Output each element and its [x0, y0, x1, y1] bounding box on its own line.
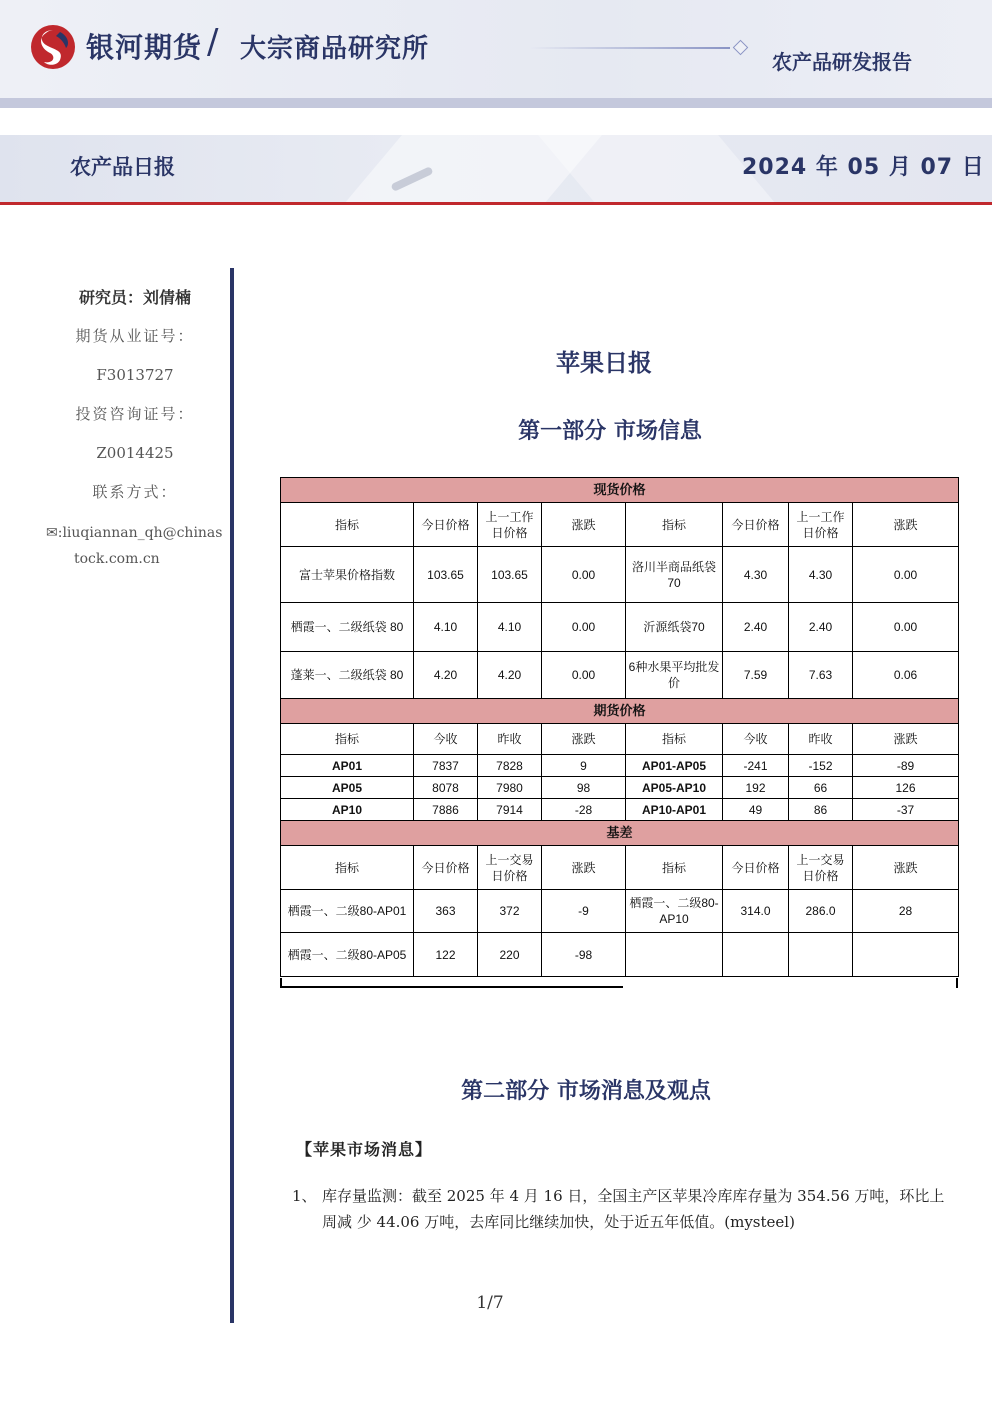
- column-header: 今收: [723, 724, 789, 755]
- table-cell: 7980: [478, 777, 542, 799]
- column-header: 今日价格: [723, 846, 789, 890]
- table-cell: 286.0: [789, 890, 853, 933]
- column-header: 涨跌: [853, 503, 959, 547]
- table-cell: 4.10: [414, 603, 478, 652]
- column-header: 上一交易日价格: [478, 846, 542, 890]
- section-2-title: 第二部分 市场消息及观点: [461, 1079, 711, 1104]
- table-cell: AP01-AP05: [626, 755, 723, 777]
- column-header: 昨收: [478, 724, 542, 755]
- email-line-2: tock.com.cn: [74, 551, 160, 567]
- brand-separator: /: [207, 22, 219, 62]
- table-cell: -98: [542, 933, 626, 977]
- table-cell: 0.00: [853, 603, 959, 652]
- title-divider: [0, 202, 992, 205]
- researcher-name: 研究员：刘倩楠: [78, 288, 191, 307]
- table-cell: 栖霞一、二级80-AP01: [281, 890, 414, 933]
- header-stripe: [0, 98, 992, 108]
- table-bottom-border: [280, 978, 623, 988]
- table-cell: 220: [478, 933, 542, 977]
- table-cell: 7837: [414, 755, 478, 777]
- table-cell: [853, 933, 959, 977]
- table-cell: 富士苹果价格指数: [281, 547, 414, 603]
- table-row: [281, 933, 959, 977]
- contact-label: 联系方式：: [92, 483, 178, 501]
- table-cell: 7828: [478, 755, 542, 777]
- basis-section-header: 基差: [281, 821, 959, 846]
- table-row: [281, 890, 959, 933]
- table-cell: 沂源纸袋70: [626, 603, 723, 652]
- column-header: 涨跌: [853, 724, 959, 755]
- table-cell: 2.40: [789, 603, 853, 652]
- galaxy-logo-icon: [30, 24, 76, 70]
- sidebar-divider: [230, 268, 234, 1323]
- table-header-row: [281, 503, 959, 547]
- column-header: 今日价格: [414, 846, 478, 890]
- news-item-text: 库存量监测：截至 2025 年 4 月 16 日，全国主产区苹果冷库库存量为 354.56 万吨，环比上周减 少 44.06 万吨，去库同比继续加快，处于近五年低值。(mysteel): [322, 1187, 945, 1231]
- futures-section-header: 期货价格: [281, 699, 959, 724]
- table-header-row: [281, 724, 959, 755]
- column-header: 昨收: [789, 724, 853, 755]
- column-header: 今收: [414, 724, 478, 755]
- table-cell: 9: [542, 755, 626, 777]
- table-cell: -241: [723, 755, 789, 777]
- report-type: 农产品研发报告: [772, 50, 912, 74]
- table-cell: AP10: [281, 799, 414, 821]
- table-row: [281, 603, 959, 652]
- table-cell: 98: [542, 777, 626, 799]
- table-cell: 栖霞一、二级纸袋 80: [281, 603, 414, 652]
- table-cell: 0.00: [542, 547, 626, 603]
- page-number: 1/7: [476, 1293, 504, 1313]
- table-cell: 7886: [414, 799, 478, 821]
- table-cell: 8078: [414, 777, 478, 799]
- table-cell: 86: [789, 799, 853, 821]
- market-info-table: [280, 477, 959, 977]
- table-cell: 4.30: [723, 547, 789, 603]
- table-cell: 4.20: [478, 652, 542, 699]
- news-item: [292, 1183, 952, 1235]
- table-cell: 126: [853, 777, 959, 799]
- table-cell: [723, 933, 789, 977]
- table-cell: 49: [723, 799, 789, 821]
- table-cell: 洛川半商品纸袋70: [626, 547, 723, 603]
- email-line-1: :liuqiannan_qh@chinas: [57, 525, 223, 541]
- section-1-title: 第一部分 市场信息: [518, 419, 702, 444]
- column-header: 上一交易日价格: [789, 846, 853, 890]
- table-cell: 7914: [478, 799, 542, 821]
- table-cell: -89: [853, 755, 959, 777]
- column-header: 今日价格: [723, 503, 789, 547]
- table-cell: AP01: [281, 755, 414, 777]
- news-item-number: 1、: [292, 1187, 317, 1205]
- table-bottom-border: [956, 978, 958, 988]
- table-header-row: [281, 846, 959, 890]
- column-header: 指标: [281, 724, 414, 755]
- table-cell: AP05-AP10: [626, 777, 723, 799]
- table-cell: 314.0: [723, 890, 789, 933]
- table-cell: 28: [853, 890, 959, 933]
- table-cell: 4.10: [478, 603, 542, 652]
- column-header: 今日价格: [414, 503, 478, 547]
- column-header: 指标: [281, 503, 414, 547]
- table-cell: 0.06: [853, 652, 959, 699]
- table-cell: 4.30: [789, 547, 853, 603]
- news-heading: 【苹果市场消息】: [296, 1140, 433, 1159]
- daily-report-title: 农产品日报: [70, 155, 175, 179]
- table-cell: 192: [723, 777, 789, 799]
- table-cell: -28: [542, 799, 626, 821]
- spot-section-header: 现货价格: [281, 478, 959, 503]
- table-cell: 7.59: [723, 652, 789, 699]
- table-cell: 372: [478, 890, 542, 933]
- table-cell: 蓬莱一、二级纸袋 80: [281, 652, 414, 699]
- column-header: 涨跌: [853, 846, 959, 890]
- mail-icon: ✉: [46, 525, 58, 541]
- table-cell: 122: [414, 933, 478, 977]
- email-contact[interactable]: [40, 520, 230, 572]
- column-header: 涨跌: [542, 503, 626, 547]
- column-header: 涨跌: [542, 724, 626, 755]
- license-number: F3013727: [96, 366, 174, 384]
- consult-number: Z0014425: [96, 444, 174, 462]
- report-date: 2024 年 05 月 07 日: [742, 155, 985, 180]
- table-cell: 栖霞一、二级80-AP05: [281, 933, 414, 977]
- document-title: 苹果日报: [556, 349, 652, 377]
- table-row: [281, 755, 959, 777]
- table-cell: 0.00: [542, 603, 626, 652]
- table-row: [281, 777, 959, 799]
- table-cell: AP10-AP01: [626, 799, 723, 821]
- table-cell: 66: [789, 777, 853, 799]
- brand-name: 银河期货: [86, 31, 203, 64]
- table-row: [281, 799, 959, 821]
- table-row: [281, 547, 959, 603]
- column-header: 上一工作日价格: [789, 503, 853, 547]
- table-cell: 103.65: [478, 547, 542, 603]
- table-cell: 103.65: [414, 547, 478, 603]
- table-cell: 4.20: [414, 652, 478, 699]
- license-label: 期货从业证号：: [75, 327, 195, 345]
- table-cell: -37: [853, 799, 959, 821]
- column-header: 指标: [281, 846, 414, 890]
- table-cell: 0.00: [542, 652, 626, 699]
- table-cell: 363: [414, 890, 478, 933]
- consult-label: 投资咨询证号：: [75, 405, 195, 423]
- table-cell: 6种水果平均批发价: [626, 652, 723, 699]
- table-cell: [789, 933, 853, 977]
- table-cell: -152: [789, 755, 853, 777]
- table-row: [281, 652, 959, 699]
- table-cell: 7.63: [789, 652, 853, 699]
- column-header: 涨跌: [542, 846, 626, 890]
- column-header: 指标: [626, 724, 723, 755]
- table-cell: [626, 933, 723, 977]
- table-cell: 2.40: [723, 603, 789, 652]
- column-header: 指标: [626, 503, 723, 547]
- table-cell: 栖霞一、二级80-AP10: [626, 890, 723, 933]
- table-cell: 0.00: [853, 547, 959, 603]
- author-sidebar: [40, 285, 230, 572]
- header-line: [530, 47, 730, 49]
- table-cell: AP05: [281, 777, 414, 799]
- column-header: 上一工作日价格: [478, 503, 542, 547]
- table-cell: -9: [542, 890, 626, 933]
- institute-name: 大宗商品研究所: [240, 34, 430, 64]
- column-header: 指标: [626, 846, 723, 890]
